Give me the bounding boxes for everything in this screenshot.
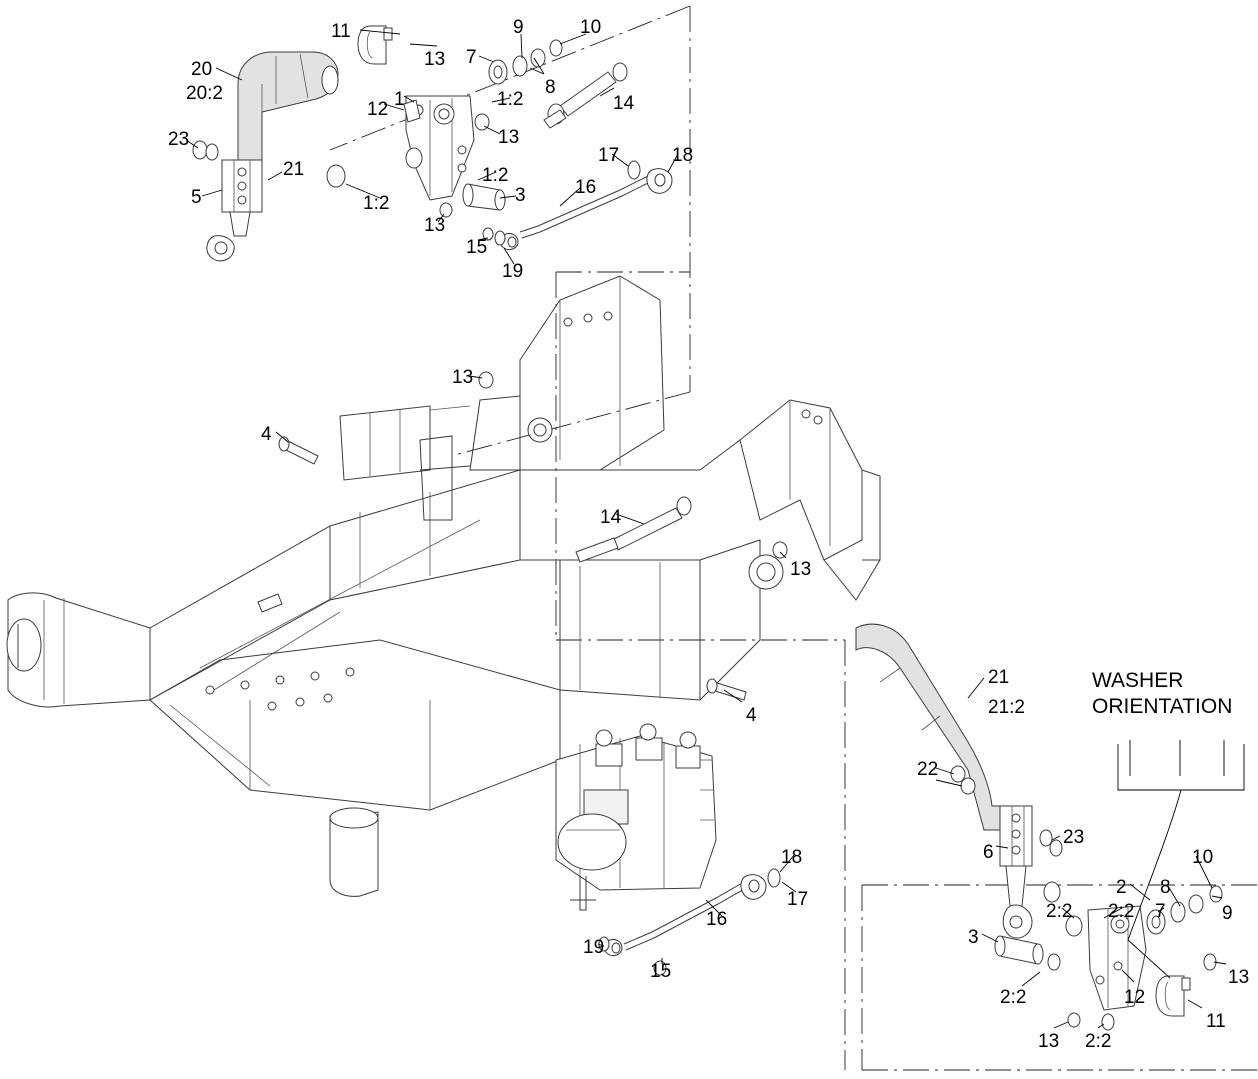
callout-c-1-2-c: 1:2 [363,193,390,214]
callout-c-23-top: 23 [168,129,190,150]
callout-c-7-top: 7 [466,47,477,68]
callout-c-11-bot: 11 [1206,1011,1226,1032]
callout-c-7-bot: 7 [1155,901,1166,922]
callout-c-15-top: 15 [466,237,488,258]
callout-c-21-2: 21:2 [988,697,1025,718]
callout-c-15-bot: 15 [650,961,672,982]
callout-c-1-2-a: 1:2 [497,89,524,110]
callout-c-4-mid: 4 [746,705,757,726]
callout-c-1-2-b: 1:2 [482,165,509,186]
callout-c-2: 2 [1116,877,1127,898]
callout-c-21-right: 21 [988,667,1010,688]
callout-c-2-2-d: 2:2 [1085,1031,1112,1052]
callout-c-5: 5 [191,187,202,208]
callout-c-17-bot: 17 [787,889,809,910]
callout-c-9-bot: 9 [1222,903,1233,924]
callout-c-10-top: 10 [580,17,602,38]
callout-c-8-bot: 8 [1160,877,1171,898]
callout-c-18-top: 18 [672,145,694,166]
callout-c-1-top: 1 [394,89,405,110]
washer-orientation-line2: ORIENTATION [1092,695,1233,719]
callout-c-22: 22 [917,759,939,780]
callout-c-2-2-c: 2:2 [1000,987,1027,1008]
callout-c-14-mid: 14 [600,507,622,528]
callout-c-12-top: 12 [367,99,389,120]
washer-orientation-line1: WASHER [1092,669,1184,692]
callout-c-11-top: 11 [331,21,351,42]
callout-c-10-bot: 10 [1192,847,1214,868]
callout-c-16-top: 16 [575,177,597,198]
washer-orientation-note [1092,668,1232,721]
callout-c-2-2-b: 2:2 [1046,901,1073,922]
callout-c-19-bot: 19 [583,937,605,958]
callout-c-13-a: 13 [498,127,520,148]
callout-c-3-bot: 3 [968,927,979,948]
callout-c-9-top: 9 [513,17,524,38]
callout-c-13-top: 13 [424,49,446,70]
callout-c-12-bot: 12 [1124,987,1146,1008]
callout-c-13-bot-r: 13 [1228,967,1250,988]
callout-c-2-2-a: 2:2 [1108,901,1135,922]
callout-c-16-bot: 16 [706,909,728,930]
callout-c-18-bot: 18 [781,847,803,868]
callout-c-23-right: 23 [1063,827,1085,848]
callout-c-21-top: 21 [283,159,305,180]
callout-c-17-top: 17 [598,145,620,166]
callout-c-19-top: 19 [502,261,524,282]
callout-c-3-top: 3 [515,185,526,206]
callout-c-8-top: 8 [545,77,556,98]
callout-c-13-mid: 13 [452,367,474,388]
callout-c-13-bot: 13 [1038,1031,1060,1052]
callout-c-13-mid2: 13 [790,559,812,580]
callout-c-6: 6 [983,842,994,863]
callout-c-13-b: 13 [424,215,446,236]
callout-c-14-top: 14 [613,93,635,114]
callout-c-20: 20 [191,59,213,80]
callout-c-4-left: 4 [261,424,272,445]
callout-c-20-2: 20:2 [186,83,223,104]
